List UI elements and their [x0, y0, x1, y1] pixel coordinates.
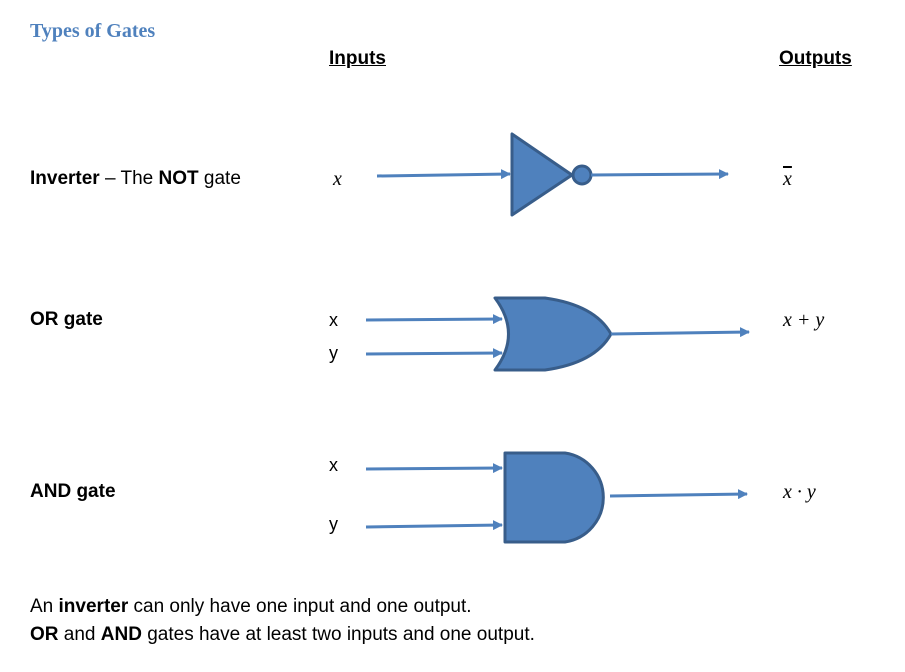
- or-gate-label: OR gate: [30, 309, 103, 330]
- page-title: Types of Gates: [30, 20, 156, 42]
- not-gate-input-x: x: [333, 168, 342, 190]
- not-gate-label: Inverter – The NOT gate: [30, 168, 241, 189]
- or-input-y-arrow: [366, 353, 502, 354]
- or-gate-input-y: y: [329, 343, 338, 363]
- inputs-column-header: Inputs: [329, 48, 386, 69]
- or-input-x-arrow: [366, 319, 502, 320]
- and-input-x-arrow: [366, 468, 502, 469]
- or-gate-output: x + y: [783, 309, 825, 331]
- and-gate-body: [505, 453, 603, 542]
- and-gate-label: AND gate: [30, 481, 116, 502]
- and-input-y-arrow: [366, 525, 502, 527]
- not-gate-bubble: [573, 166, 591, 184]
- outputs-column-header: Outputs: [779, 48, 852, 69]
- and-output-arrow: [610, 494, 747, 496]
- and-gate-output: x · y: [783, 481, 816, 503]
- or-gate-input-x: x: [329, 310, 338, 330]
- not-input-arrow: [377, 174, 510, 176]
- not-gate-output-x-bar: $\overline{x}$: [783, 168, 792, 190]
- and-gate-input-y: y: [329, 514, 338, 534]
- or-gate-body: [495, 298, 611, 370]
- not-output-arrow: [591, 174, 728, 175]
- and-gate-input-x: x: [329, 455, 338, 475]
- not-gate-triangle: [512, 134, 572, 215]
- or-output-arrow: [611, 332, 749, 334]
- note-inverter: An inverter can only have one input and one output.: [30, 596, 472, 617]
- note-or-and: OR and AND gates have at least two inputs and one output.: [30, 624, 535, 645]
